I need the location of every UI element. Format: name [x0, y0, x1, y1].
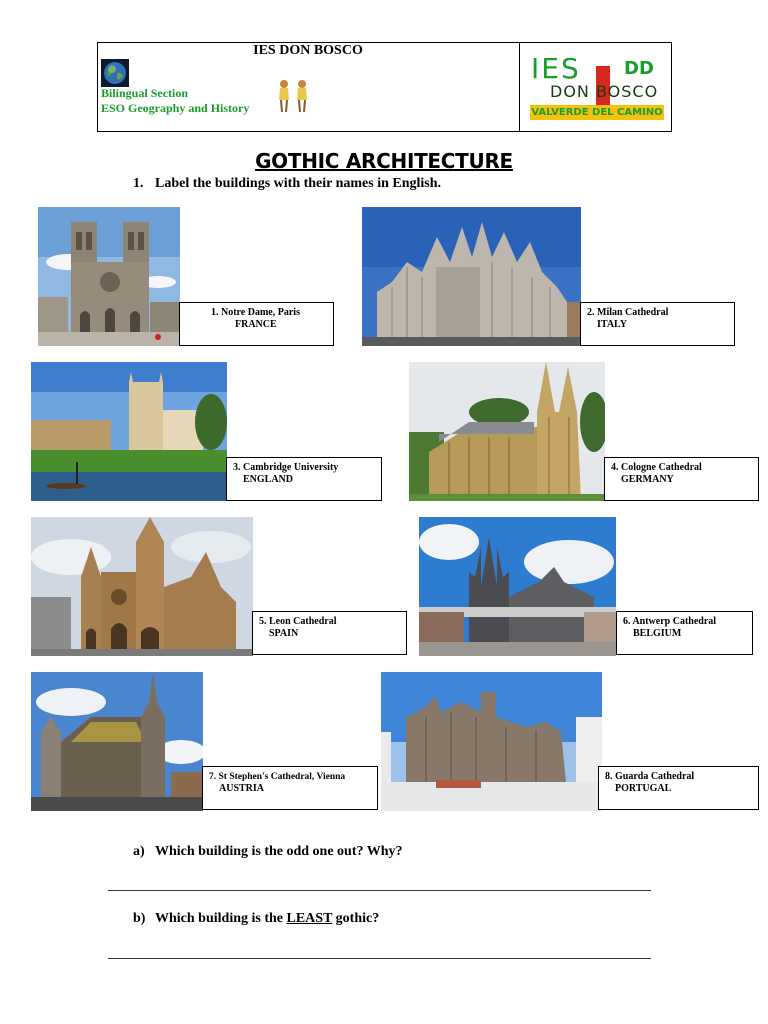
leon-cathedral-photo	[31, 517, 253, 656]
building-name: 8. Guarda Cathedral	[605, 771, 695, 782]
building-country: FRANCE	[235, 319, 277, 330]
building-country: AUSTRIA	[219, 783, 265, 794]
logo-don-bosco: DON BOSCO	[550, 82, 659, 101]
question-b-prefix: Which building is the	[155, 911, 287, 926]
school-logo	[528, 52, 666, 122]
subject-label: ESO Geography and History	[101, 101, 250, 115]
page-title: GOTHIC ARCHITECTURE	[255, 149, 513, 173]
building-name: 6. Antwerp Cathedral	[623, 616, 717, 627]
section-label: Bilingual Section	[101, 86, 189, 100]
building-country: ITALY	[597, 319, 628, 330]
st-stephens-photo	[31, 672, 203, 811]
globe-icon	[101, 59, 129, 87]
building-name: 4. Cologne Cathedral	[611, 462, 702, 473]
question-b-emphasis: LEAST	[286, 911, 333, 926]
building-name: 1. Notre Dame, Paris	[211, 307, 300, 318]
question-b-suffix: gothic?	[332, 911, 380, 926]
label-box-3[interactable]	[226, 457, 382, 501]
building-country: ENGLAND	[243, 474, 294, 485]
cologne-cathedral-photo	[409, 362, 605, 501]
building-country: GERMANY	[621, 474, 674, 485]
guarda-cathedral-photo	[381, 672, 602, 811]
question-1-number: 1.	[133, 176, 144, 191]
building-country: BELGIUM	[633, 628, 682, 639]
building-name: 5. Leon Cathedral	[259, 616, 337, 627]
question-b-letter: b)	[133, 911, 146, 926]
notre-dame-photo	[38, 207, 180, 346]
antwerp-cathedral-photo	[419, 517, 616, 656]
logo-ies: IES	[531, 52, 581, 85]
question-b-text	[155, 911, 379, 927]
building-name: 2. Milan Cathedral	[587, 307, 669, 318]
label-box-7[interactable]	[202, 766, 378, 810]
building-country: SPAIN	[269, 628, 299, 639]
label-box-8[interactable]	[598, 766, 759, 810]
label-box-1[interactable]	[179, 302, 334, 346]
question-a-text: Which building is the odd one out? Why?	[155, 844, 403, 859]
school-title: IES DON BOSCO	[253, 43, 363, 58]
header-divider	[519, 42, 520, 131]
building-name: 7. St Stephen's Cathedral, Vienna	[209, 772, 346, 782]
logo-valverde: VALVERDE DEL CAMINO	[531, 107, 663, 118]
building-name: 3. Cambridge University	[233, 462, 339, 473]
figures-icon	[275, 78, 313, 114]
label-box-4[interactable]	[604, 457, 759, 501]
label-box-6[interactable]	[616, 611, 753, 655]
question-a-letter: a)	[133, 844, 145, 859]
question-1-text: Label the buildings with their names in English.	[155, 176, 442, 191]
answer-line-b[interactable]	[108, 958, 651, 959]
label-box-5[interactable]	[252, 611, 407, 655]
cambridge-photo	[31, 362, 227, 501]
milan-cathedral-photo	[362, 207, 581, 346]
logo-dd: DD	[624, 58, 654, 79]
building-country: PORTUGAL	[615, 783, 672, 794]
answer-line-a[interactable]	[108, 890, 651, 891]
label-box-2[interactable]	[580, 302, 735, 346]
